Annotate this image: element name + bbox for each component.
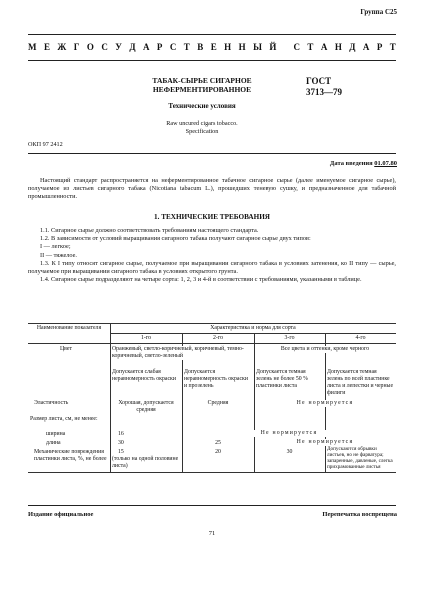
table-top-line bbox=[28, 323, 396, 324]
section-heading: 1. ТЕХНИЧЕСКИЕ ТРЕБОВАНИЯ bbox=[154, 213, 270, 221]
english-title-line-2: Specification bbox=[185, 128, 219, 135]
banner-letter: А bbox=[142, 42, 150, 52]
table-bottom-line bbox=[28, 472, 396, 473]
banner-letter: Р bbox=[156, 42, 163, 52]
intro-paragraph: Настоящий стандарт распространяется на неферментированное табачное сигарное сырье (далее именуемое сигарное сырье), получаемое из листьев сигарного табака (Nicotiana tabacum L.), прошедших теневую сушку, и предназначенное для табачной промышленности. bbox=[28, 177, 396, 201]
date-label: Дата введения bbox=[329, 160, 373, 167]
banner-letter: А bbox=[320, 42, 328, 52]
mechanical-2: 20 bbox=[215, 449, 221, 455]
banner-letter: О bbox=[86, 42, 94, 52]
color-sorts-1-2: Оранжевый, светло-коричневый, коричневый, темно-коричневый, светло-зеленый bbox=[112, 346, 252, 360]
banner-letter: Т bbox=[389, 42, 396, 52]
col-header-indicator: Наименование показателя bbox=[36, 325, 102, 331]
banner-letter: У bbox=[115, 42, 122, 52]
col-header-sort-2: 2-го bbox=[213, 335, 223, 341]
banner-letter: Е bbox=[43, 42, 50, 52]
col-header-sort-1: 1-го bbox=[141, 335, 151, 341]
length-1: 30 bbox=[118, 440, 124, 446]
length-2: 25 bbox=[215, 440, 221, 446]
banner-letter: Т bbox=[183, 42, 190, 52]
col-header-group: Характеристика и норма для сорта bbox=[210, 325, 296, 331]
row-label-color: Цвет bbox=[60, 346, 72, 352]
gost-designation bbox=[306, 76, 342, 98]
color-extra-3: Допускается темная зелень не более 50 % пластинки листа bbox=[256, 369, 308, 389]
row-label-elasticity: Эластичность bbox=[34, 400, 69, 406]
banner-letter: Е bbox=[210, 42, 217, 52]
row-label-length: длина bbox=[46, 440, 61, 446]
color-extra-2: Допускается неравномерность окраски и прозелень bbox=[184, 369, 248, 389]
banner-letter: Т bbox=[307, 42, 314, 52]
col-header-sort-3: 3-го bbox=[284, 335, 295, 341]
gost-number: 3713—79 bbox=[306, 87, 342, 97]
elasticity-3-4: Не нормируется bbox=[256, 400, 394, 407]
table-subheader-line bbox=[110, 333, 396, 334]
banner-letter: Ж bbox=[57, 42, 67, 52]
type-1: I — легкое; bbox=[40, 243, 71, 251]
banner-letter: Н bbox=[224, 42, 232, 52]
footer-official-edition: Издание официальное bbox=[28, 511, 94, 518]
top-rule bbox=[28, 34, 396, 35]
group-code: Группа С25 bbox=[360, 8, 397, 16]
okp-code: ОКП 97 2412 bbox=[28, 141, 63, 148]
color-extra-4: Допускается темная зелень по всей пластинке листа и лепестки и черные филиги bbox=[327, 369, 394, 396]
table-col-line-1 bbox=[110, 323, 111, 473]
clause-1-1: 1.1. Сигарное сырье должно соответствовать требованиям настоящего стандарта. bbox=[40, 227, 259, 234]
grades-table bbox=[28, 323, 396, 473]
elasticity-2: Средняя bbox=[207, 400, 229, 406]
elasticity-1: Хорошая, допускается средняя bbox=[118, 400, 174, 413]
table-header-bottom bbox=[28, 343, 396, 344]
row-label-mechanical: Механические повреждения пластинки листа, %, не более bbox=[34, 449, 107, 462]
banner-letter bbox=[284, 42, 286, 52]
banner-letter: М bbox=[28, 42, 37, 52]
footer-rule bbox=[28, 505, 396, 506]
banner-letter: Н bbox=[334, 42, 342, 52]
mechanical-1-note: (только на одной половине листа) bbox=[112, 456, 179, 469]
row-label-size: Размер листа, см, не менее: bbox=[30, 416, 98, 422]
english-title bbox=[112, 120, 292, 136]
title-line-1: ТАБАК-СЫРЬЕ СИГАРНОЕ bbox=[152, 76, 252, 85]
width-rest: Не нормируется bbox=[184, 430, 394, 437]
date-value: 01.07.80 bbox=[374, 160, 397, 167]
banner-letter: Й bbox=[269, 42, 277, 52]
banner-letter: Г bbox=[73, 42, 80, 52]
banner-letter: В bbox=[197, 42, 204, 52]
banner-rule bbox=[28, 60, 396, 61]
clause-1-2: 1.2. В зависимости от условий выращивания сигарного табака получают сигарное сырье двух типов: bbox=[40, 235, 311, 243]
banner-letter: Ы bbox=[253, 42, 262, 52]
mechanical-3: 30 bbox=[286, 449, 293, 455]
table-col-line-3 bbox=[254, 333, 255, 473]
effective-date bbox=[330, 160, 397, 167]
row-label-width: ширина bbox=[46, 431, 66, 437]
width-1: 16 bbox=[118, 431, 124, 437]
title-line-2: НЕФЕРМЕНТИРОВАННОЕ bbox=[152, 85, 252, 94]
banner-letter: Д bbox=[349, 42, 356, 52]
standard-banner bbox=[28, 42, 396, 52]
clause-1-3: 1.3. К I типу относят сигарное сырье, получаемое при выращивании сигарного табака в условиях затенения, ко II типу — сырье, получаемое при выращивании сигарного табака в условиях открытого грунта. bbox=[28, 259, 396, 276]
mechanical-1: 15 bbox=[118, 449, 124, 455]
banner-letter: Д bbox=[129, 42, 136, 52]
english-title-line-1: Raw uncured cigars tobacco. bbox=[166, 120, 238, 127]
banner-letter: С bbox=[169, 42, 177, 52]
banner-letter: Н bbox=[238, 42, 246, 52]
page-number: 71 bbox=[208, 530, 216, 537]
banner-letter: С bbox=[101, 42, 108, 52]
banner-letter: А bbox=[362, 42, 370, 52]
clause-1-4: 1.4. Сигарное сырье подразделяют на четыре сорта: 1, 2, 3 и 4-й в соответствии с требованиями, указанными в таблице. bbox=[40, 276, 362, 284]
col-header-sort-4: 4-го bbox=[355, 335, 366, 341]
color-sorts-3-4: Все цвета и оттенки, кроме черного bbox=[256, 346, 394, 353]
document-title bbox=[122, 76, 282, 94]
section-body bbox=[28, 227, 396, 284]
color-extra-1: Допускается слабая неравномерность окраски bbox=[112, 369, 176, 382]
okp-rule bbox=[28, 153, 396, 154]
footer-reprint-notice: Перепечатка воспрещена bbox=[322, 511, 397, 518]
mechanical-4: Допускаются обрывки листьев, но не фарватура; запаренные, давленые, слегка прихрамованные листья bbox=[327, 446, 393, 470]
document-subtitle: Технические условия bbox=[168, 102, 236, 110]
banner-letter: С bbox=[293, 42, 300, 52]
banner-letter: Р bbox=[376, 42, 383, 52]
type-2: II — тяжелое. bbox=[40, 251, 78, 259]
gost-label: ГОСТ bbox=[306, 76, 332, 86]
length-rest: Не нормируется bbox=[256, 439, 394, 446]
